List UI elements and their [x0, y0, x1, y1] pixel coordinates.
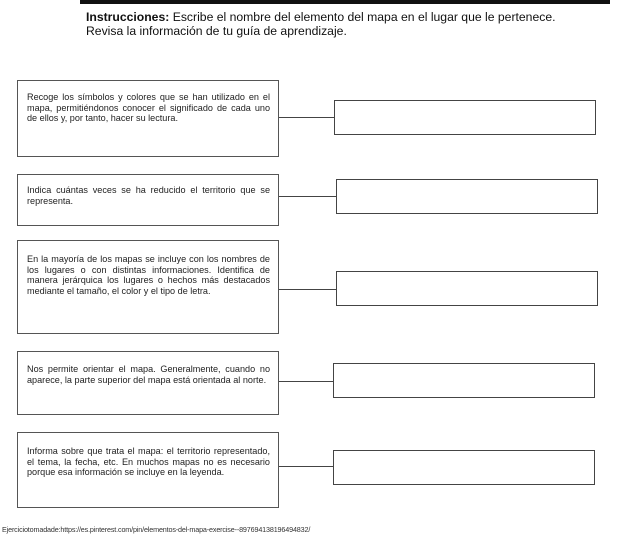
- connector-line-4: [279, 381, 333, 382]
- answer-field-4[interactable]: [333, 363, 595, 398]
- instructions-line-2: Revisa la información de tu guía de aprendizaje.: [86, 24, 347, 38]
- top-divider: [80, 0, 610, 4]
- answer-field-2[interactable]: [336, 179, 598, 214]
- instructions-line-1: [86, 10, 606, 24]
- description-box-5: Informa sobre que trata el mapa: el territorio representado, el tema, la fecha, etc. En muchos mapas no es necesario porque esa información se incluye en la leyenda.: [17, 432, 279, 508]
- connector-line-2: [279, 196, 336, 197]
- instructions: [86, 10, 606, 38]
- connector-line-3: [279, 289, 336, 290]
- connector-line-5: [279, 466, 333, 467]
- description-box-4: Nos permite orientar el mapa. Generalmente, cuando no aparece, la parte superior del mapa está orientada al norte.: [17, 351, 279, 415]
- answer-field-5[interactable]: [333, 450, 595, 485]
- source-footnote: Ejerciciotomadade:https://es.pinterest.com/pin/elementos-del-mapa-exercise--897694138196494832/: [2, 525, 311, 534]
- connector-line-1: [279, 117, 334, 118]
- instructions-lead: Instrucciones:: [86, 10, 170, 24]
- description-box-1: Recoge los símbolos y colores que se han utilizado en el mapa, permitiéndonos conocer el significado de cada uno de ellos y, por tanto, hacer su lectura.: [17, 80, 279, 157]
- answer-field-3[interactable]: [336, 271, 598, 306]
- answer-field-1[interactable]: [334, 100, 596, 135]
- description-box-2: Indica cuántas veces se ha reducido el territorio que se representa.: [17, 174, 279, 226]
- instructions-text: Escribe el nombre del elemento del mapa en el lugar que le pertenece.: [172, 10, 556, 24]
- description-box-3: En la mayoría de los mapas se incluye con los nombres de los lugares o con distintas informaciones. Identifica de manera jerárquica los lugares o hechos más destacados mediante el tamaño, el color y el tipo de letra.: [17, 240, 279, 334]
